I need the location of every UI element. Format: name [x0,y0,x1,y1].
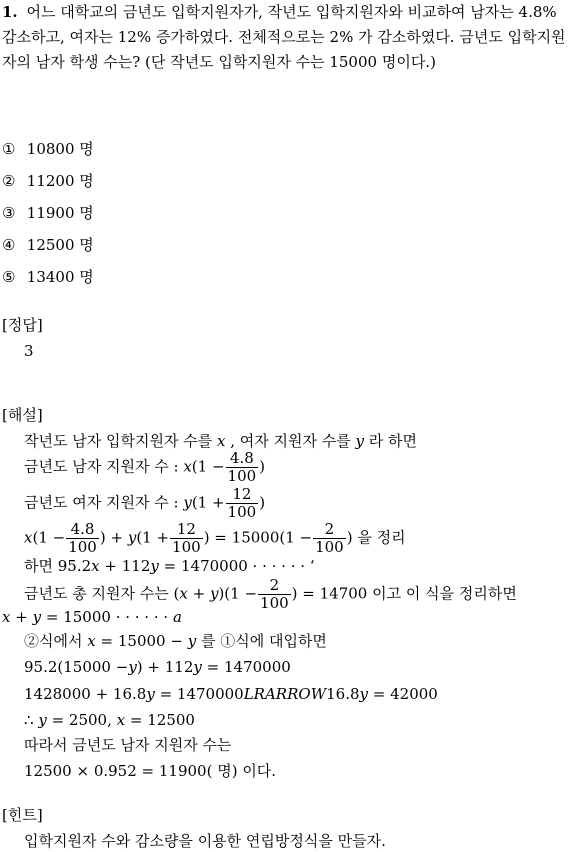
denominator: 100 [315,538,344,556]
text: + [192,584,206,603]
var-y: y [128,658,137,676]
solution-heading: [해설] [2,406,43,424]
text: 하면 95.2 [24,557,92,575]
text: = 42000 [372,685,438,703]
solution-line-9 [24,656,291,678]
var-y: y [359,685,368,703]
denominator: 100 [260,594,289,612]
numerator: 12 [170,521,203,539]
numerator: 12 [226,486,259,504]
solution-line-7 [2,606,182,628]
denominator: 100 [172,538,201,556]
text: ) = 14700 이고 이 식을 정리하면 [291,584,517,603]
var-x: x [91,557,100,575]
option-marker: ④ [2,236,16,254]
denominator: 100 [227,467,257,485]
option-5[interactable] [2,266,94,288]
therefore-symbol: ∴ [24,711,34,729]
var-y: y [146,685,155,703]
text: + [15,608,28,626]
var-x: x [216,432,226,450]
var-x: x [24,528,33,547]
option-marker: ⑤ [2,268,16,286]
text: ) + 112 [136,658,194,676]
fraction [226,486,259,521]
text: = 1470000 [159,685,244,703]
text: ) = 15000(1 − [203,528,313,547]
solution-line-2 [24,450,265,485]
text: )(1 − [218,584,258,603]
fraction [66,521,99,556]
option-1[interactable] [2,138,94,160]
option-3[interactable] [2,202,94,224]
var-x: x [183,457,192,476]
text: 1428000 + 16.8 [24,685,147,703]
text: 작년도 남자 입학지원자 수를 [24,432,213,450]
var-y: y [150,557,159,575]
text: 금년도 여자 지원자 수 : [24,493,179,512]
text: ) + [99,528,124,547]
text: 라 하면 [368,432,418,450]
var-x: x [87,632,96,650]
option-marker: ③ [2,204,16,222]
var-y: y [187,632,197,650]
text: 16.8 [326,685,360,703]
text: = 15000 − [100,632,183,650]
numerator: 4.8 [226,450,259,468]
var-x: x [2,608,11,626]
hint-text: 입학지원자 수와 감소량을 이용한 연립방정식을 만들자. [24,832,386,850]
solution-line-13: 12500 × 0.952 = 11900( 명) 이다. [24,762,277,780]
question [2,0,574,75]
answer-value: 3 [24,342,34,360]
solution-line-1 [24,430,417,452]
solution-line-10 [24,683,438,705]
option-marker: ② [2,172,16,190]
text: 금년도 남자 지원자 수 : [24,457,179,476]
option-4[interactable] [2,234,94,256]
text: (1 − [32,528,66,547]
fraction [258,577,291,612]
fraction [313,521,346,556]
var-y: y [183,493,192,512]
label-a: a [172,608,182,626]
text: = 1470000 · · · · · · ‘ [163,557,315,575]
var-y: y [355,432,364,450]
numerator: 2 [313,521,346,539]
text: = 1470000 [206,658,291,676]
text: 를 ①식에 대입하면 [200,632,327,650]
option-text: 13400 명 [26,268,94,286]
text: ) [259,493,266,512]
text: = 15000 · · · · · · [45,608,169,626]
denominator: 100 [227,503,257,521]
var-y: y [127,528,137,547]
var-y: y [193,658,202,676]
question-text: 어느 대학교의 금년도 입학지원자가, 작년도 입학지원자와 비교하여 남자는 4.8% 감소하고, 여자는 12% 증가하였다. 전체적으로는 2% 가 감소하였다. 금년도 입학지원자의 남자 학생 수는? (단 작년도 입학지원자 수는 15000 명이다.) [2,3,566,71]
text: (1 + [191,493,225,512]
option-text: 11900 명 [26,204,94,222]
fraction [226,450,259,485]
solution-line-5 [24,555,315,577]
arrow-text: LRARROW [243,685,327,703]
text: + 112 [104,557,151,575]
option-text: 12500 명 [26,236,94,254]
solution-line-3 [24,486,265,521]
text: 95.2(15000 − [24,658,129,676]
solution-line-11 [24,709,195,731]
text: (1 + [136,528,170,547]
option-text: 11200 명 [26,172,94,190]
text: ②식에서 [24,632,83,650]
var-y: y [32,608,42,626]
numerator: 4.8 [66,521,99,539]
question-number: 1. [2,3,18,21]
option-marker: ① [2,140,16,158]
option-2[interactable] [2,170,94,192]
solution-line-4 [24,521,406,556]
denominator: 100 [68,538,97,556]
var-x: x [116,711,126,729]
text: = 2500, [51,711,112,729]
text: 금년도 총 지원자 수는 ( [24,584,180,603]
var-x: x [179,584,188,603]
hint-heading: [힌트] [2,806,43,824]
text: , 여자 지원자 수를 [230,432,351,450]
fraction [170,521,203,556]
text: (1 − [191,457,225,476]
text: ) [259,457,266,476]
var-y: y [38,711,47,729]
numerator: 2 [258,577,291,595]
option-text: 10800 명 [26,140,94,158]
solution-line-12: 따라서 금년도 남자 지원자 수는 [24,736,232,754]
text: = 12500 [129,711,195,729]
var-y: y [209,584,219,603]
solution-line-8 [24,630,327,652]
answer-heading: [정답] [2,316,43,334]
text: ) 을 정리 [346,528,406,547]
